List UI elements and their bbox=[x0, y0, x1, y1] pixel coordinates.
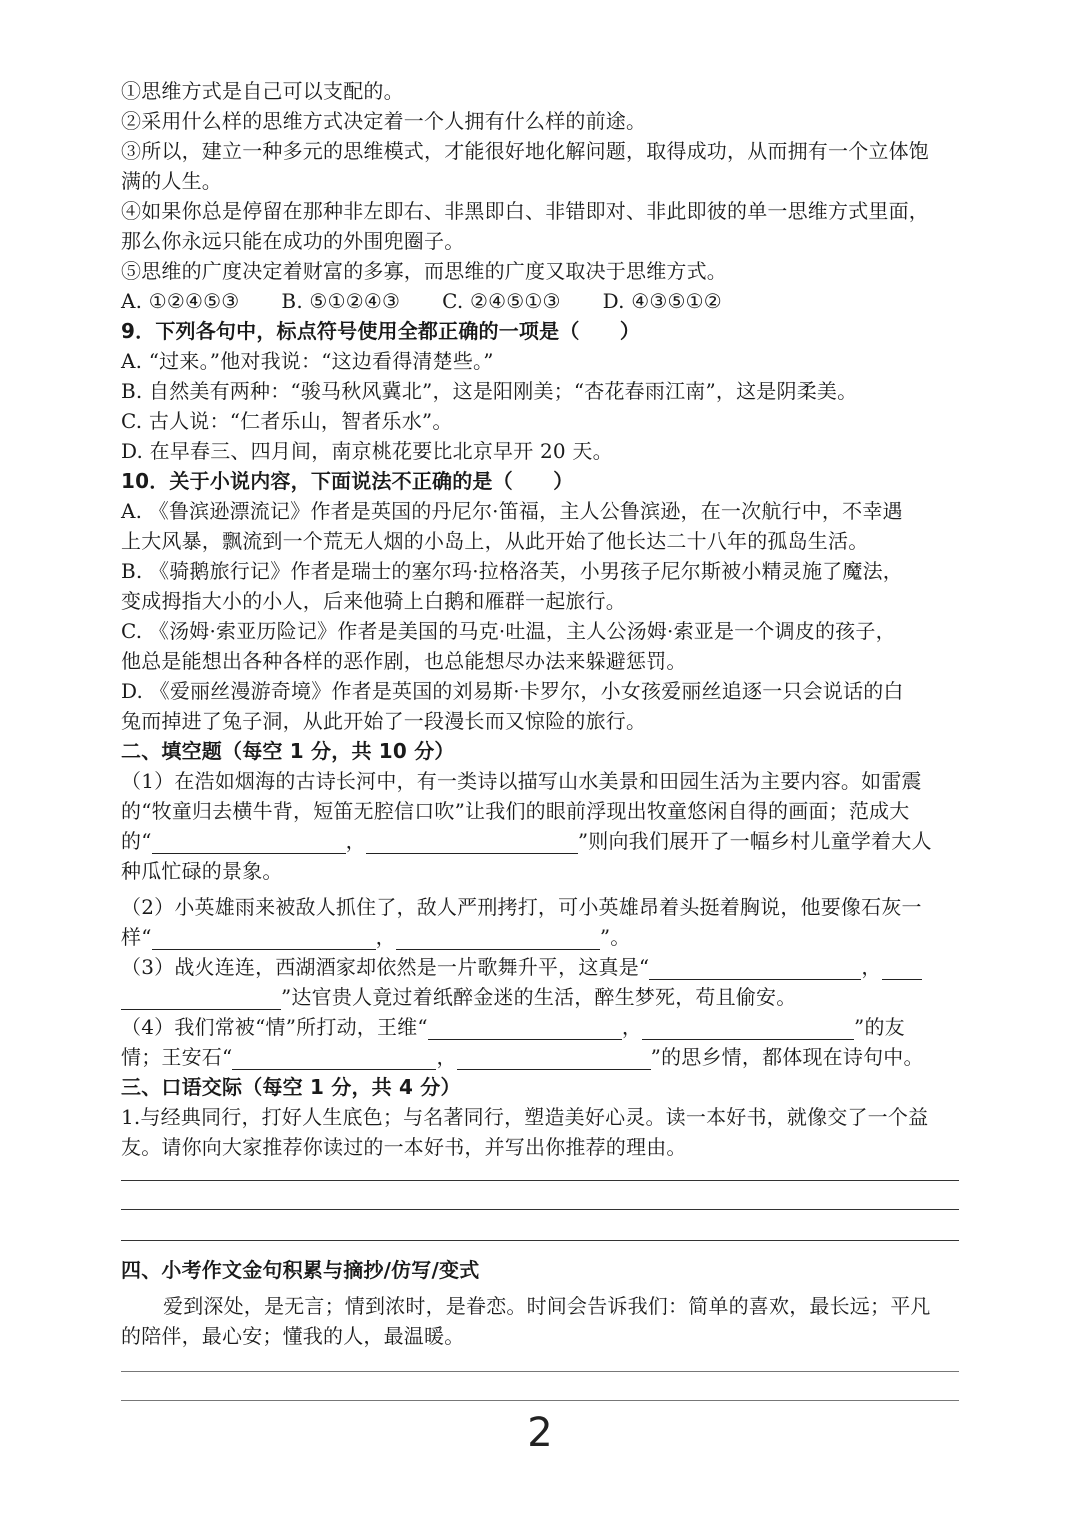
q8-option-d: D. ④③⑤①② bbox=[602, 289, 722, 313]
q8-sentence-4a: ④如果你总是停留在那种非左即右、非黑即白、非错即对、非此即彼的单一思维方式里面， bbox=[121, 199, 929, 223]
section3-title: 三、口语交际（每空 1 分，共 4 分） bbox=[121, 1075, 461, 1099]
answer-blank[interactable] bbox=[121, 987, 281, 1010]
q10-option-c-line1: C. 《汤姆·索亚历险记》作者是美国的马克·吐温，主人公汤姆·索亚是一个调皮的孩子， bbox=[121, 619, 896, 643]
oral-q1-line1: 1.与经典同行，打好人生底色；与名著同行，塑造美好心灵。读一本好书，就像交了一个益 bbox=[121, 1105, 929, 1129]
page-number: 2 bbox=[527, 1410, 553, 1456]
q8-option-b: B. ⑤①②④③ bbox=[281, 289, 401, 313]
q10-option-c-line2: 他总是能想出各种各样的恶作剧，也总能想尽办法来躲避惩罚。 bbox=[121, 649, 687, 673]
section2-title: 二、填空题（每空 1 分，共 10 分） bbox=[121, 739, 455, 763]
q8-sentence-3b: 满的人生。 bbox=[121, 169, 222, 193]
answer-blank[interactable] bbox=[366, 831, 578, 854]
fill-2-line1: （2）小英雄雨来被敌人抓住了，敌人严刑拷打，可小英雄昂着头挺着胸说，他要像石灰一 bbox=[121, 895, 922, 919]
text: 情；王安石“ bbox=[121, 1045, 233, 1069]
text: ”的友 bbox=[854, 1015, 905, 1039]
answer-blank[interactable] bbox=[882, 957, 922, 980]
q8-sentence-4b: 那么你永远只能在成功的外围兜圈子。 bbox=[121, 229, 465, 253]
answer-blank[interactable] bbox=[396, 927, 600, 950]
q8-option-a: A. ①②④⑤③ bbox=[121, 289, 240, 313]
text: ”的思乡情，都体现在诗句中。 bbox=[650, 1045, 924, 1069]
worksheet-page bbox=[121, 76, 961, 1401]
text: ”则向我们展开了一幅乡村儿童学着大人 bbox=[577, 829, 932, 853]
text: ， bbox=[861, 955, 882, 979]
fill-1-line2: 的“牧童归去横牛背，短笛无腔信口吹”让我们的眼前浮现出牧童悠闲自得的画面；范成大 bbox=[121, 799, 910, 823]
q9-option-b: B. 自然美有两种：“骏马秋风冀北”，这是阳刚美；“杏花春雨江南”，这是阴柔美。 bbox=[121, 379, 858, 403]
oral-q1-line2: 友。请你向大家推荐你读过的一本好书，并写出你推荐的理由。 bbox=[121, 1135, 687, 1159]
text: 样“ bbox=[121, 925, 152, 949]
section4-title: 四、小考作文金句积累与摘抄/仿写/变式 bbox=[121, 1258, 480, 1282]
q9-option-c: C. 古人说：“仁者乐山，智者乐水”。 bbox=[121, 409, 453, 433]
q8-options bbox=[121, 286, 961, 316]
text: ， bbox=[436, 1045, 457, 1069]
q8-sentence-3a: ③所以，建立一种多元的思维模式，才能很好地化解问题，取得成功，从而拥有一个立体饱 bbox=[121, 139, 929, 163]
q8-sentence-5: ⑤思维的广度决定着财富的多寡，而思维的广度又取决于思维方式。 bbox=[121, 259, 727, 283]
fill-1-line1: （1）在浩如烟海的古诗长河中，有一类诗以描写山水美景和田园生活为主要内容。如雷震 bbox=[121, 769, 922, 793]
fill-4-line2 bbox=[121, 1042, 961, 1072]
text: ”达官贵人竟过着纸醉金迷的生活，醉生梦死，苟且偷安。 bbox=[281, 985, 797, 1009]
text: ， bbox=[375, 925, 396, 949]
copy-line[interactable] bbox=[121, 1400, 959, 1401]
q10-title: 10．关于小说内容，下面说法不正确的是（ ） bbox=[121, 469, 574, 493]
text: （4）我们常被“情”所打动，王维“ bbox=[121, 1015, 428, 1039]
q8-option-c: C. ②④⑤①③ bbox=[442, 289, 561, 313]
answer-blank[interactable] bbox=[649, 957, 861, 980]
q9-option-d: D. 在早春三、四月间，南京桃花要比北京早开 20 天。 bbox=[121, 439, 613, 463]
q9-title: 9．下列各句中，标点符号使用全都正确的一项是（ ） bbox=[121, 319, 641, 343]
q10-option-d-line2: 兔而掉进了兔子洞，从此开始了一段漫长而又惊险的旅行。 bbox=[121, 709, 647, 733]
text: ， bbox=[345, 829, 366, 853]
fill-4-line1 bbox=[121, 1012, 961, 1042]
quote-line1: 爱到深处，是无言；情到浓时，是眷恋。时间会告诉我们：简单的喜欢，最长远；平凡 bbox=[163, 1294, 931, 1318]
answer-blank[interactable] bbox=[428, 1017, 622, 1040]
q10-option-a-line1: A. 《鲁滨逊漂流记》作者是英国的丹尼尔·笛福，主人公鲁滨逊，在一次航行中，不幸遇 bbox=[121, 499, 903, 523]
fill-2-line2 bbox=[121, 922, 961, 952]
text: ， bbox=[621, 1015, 643, 1039]
text: ”。 bbox=[599, 925, 631, 949]
text: 的“ bbox=[121, 829, 152, 853]
answer-blank[interactable] bbox=[642, 1017, 854, 1040]
fill-1-line4: 种瓜忙碌的景象。 bbox=[121, 859, 283, 883]
q10-option-d-line1: D. 《爱丽丝漫游奇境》作者是英国的刘易斯·卡罗尔，小女孩爱丽丝追逐一只会说话的白 bbox=[121, 679, 904, 703]
answer-blank[interactable] bbox=[152, 831, 346, 854]
fill-3-line2 bbox=[121, 982, 961, 1012]
q10-option-a-line2: 上大风暴，飘流到一个荒无人烟的小岛上，从此开始了他长达二十八年的孤岛生活。 bbox=[121, 529, 869, 553]
q10-option-b-line2: 变成拇指大小的小人，后来他骑上白鹅和雁群一起旅行。 bbox=[121, 589, 626, 613]
q10-option-b-line1: B. 《骑鹅旅行记》作者是瑞士的塞尔玛·拉格洛芙，小男孩子尼尔斯被小精灵施了魔法， bbox=[121, 559, 903, 583]
fill-3-line1 bbox=[121, 952, 961, 982]
answer-blank[interactable] bbox=[457, 1047, 651, 1070]
answer-blank[interactable] bbox=[152, 927, 376, 950]
answer-blank[interactable] bbox=[232, 1047, 436, 1070]
q8-sentence-2: ②采用什么样的思维方式决定着一个人拥有什么样的前途。 bbox=[121, 109, 647, 133]
quote-line2: 的陪伴，最心安；懂我的人，最温暖。 bbox=[121, 1324, 465, 1348]
q9-option-a: A. “过来。”他对我说：“这边看得清楚些。” bbox=[121, 349, 494, 373]
q8-sentence-1: ①思维方式是自己可以支配的。 bbox=[121, 79, 404, 103]
fill-1-line3 bbox=[121, 826, 961, 856]
text: （3）战火连连，西湖酒家却依然是一片歌舞升平，这真是“ bbox=[121, 955, 650, 979]
